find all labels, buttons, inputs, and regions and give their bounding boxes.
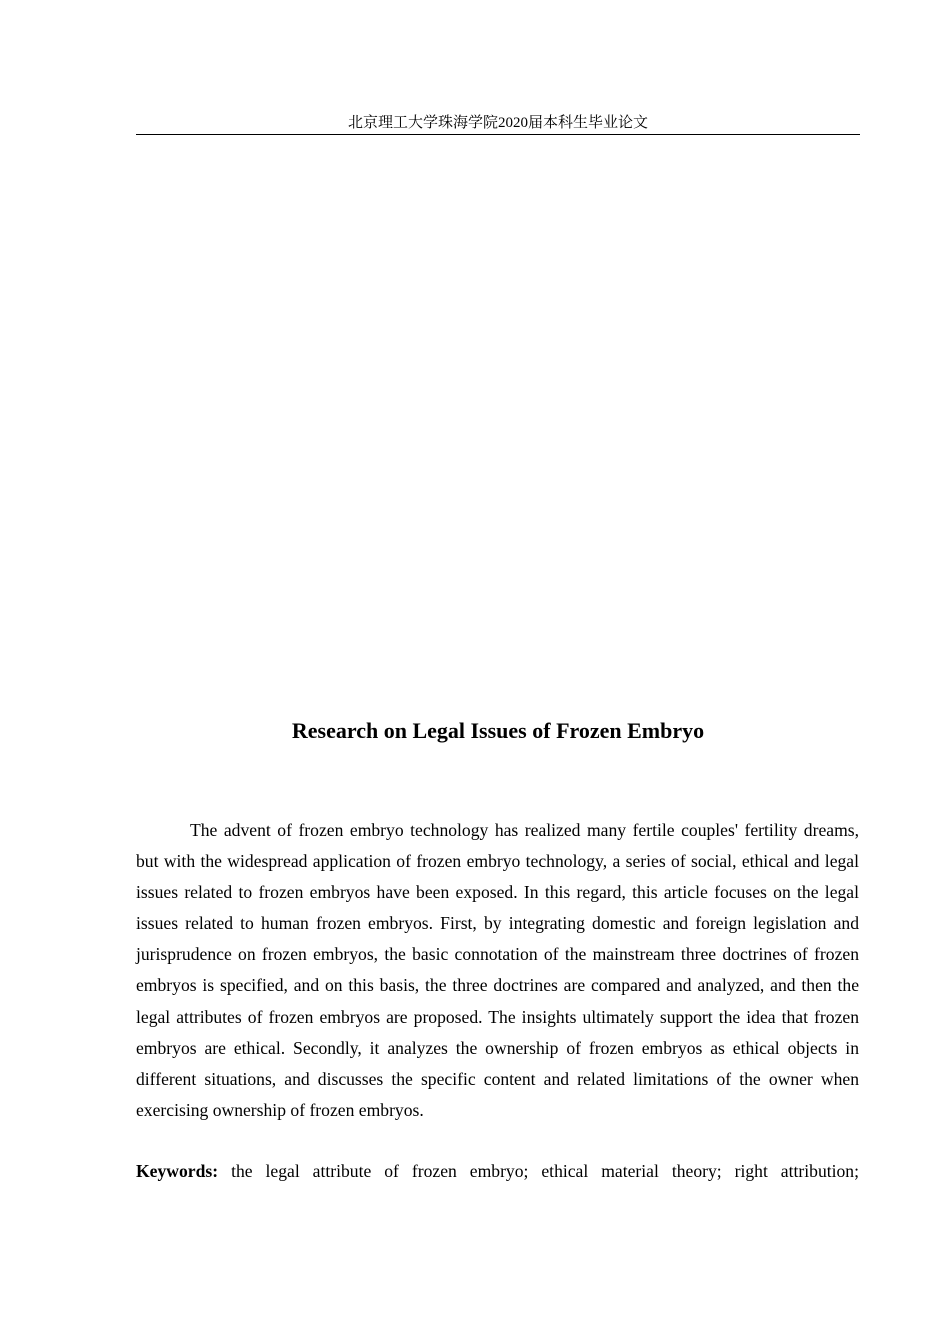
document-title: Research on Legal Issues of Frozen Embryo [291, 718, 705, 743]
keywords-label: Keywords: [136, 1161, 219, 1181]
keywords-text: the legal attribute of frozen embryo; ethical material theory; right attribution; [231, 1161, 859, 1181]
abstract-paragraph: The advent of frozen embryo technology has realized many fertile couples' fertility dreams, but with the widespread application of frozen embryo technology, a series of social, ethical and legal issues related to frozen embryos have been exposed. In this regard, this article focuses on the legal issues related to human frozen embryos. First, by integrating domestic and foreign legislation and jurisprudence on frozen embryos, the basic connotation of the mainstream three doctrines of frozen embryos is specified, and on this basis, the three doctrines are compared and analyzed, and then the legal attributes of frozen embryos are proposed. The insights ultimately support the idea that frozen embryos are ethical. Secondly, it analyzes the ownership of frozen embryos as ethical objects in different situations, and discusses the specific content and related limitations of the owner when exercising ownership of frozen embryos. [136, 820, 859, 1120]
header-text: 北京理工大学珠海学院2020届本科生毕业论文 [347, 115, 648, 131]
keywords-line [136, 1156, 859, 1187]
page-header [136, 114, 860, 135]
